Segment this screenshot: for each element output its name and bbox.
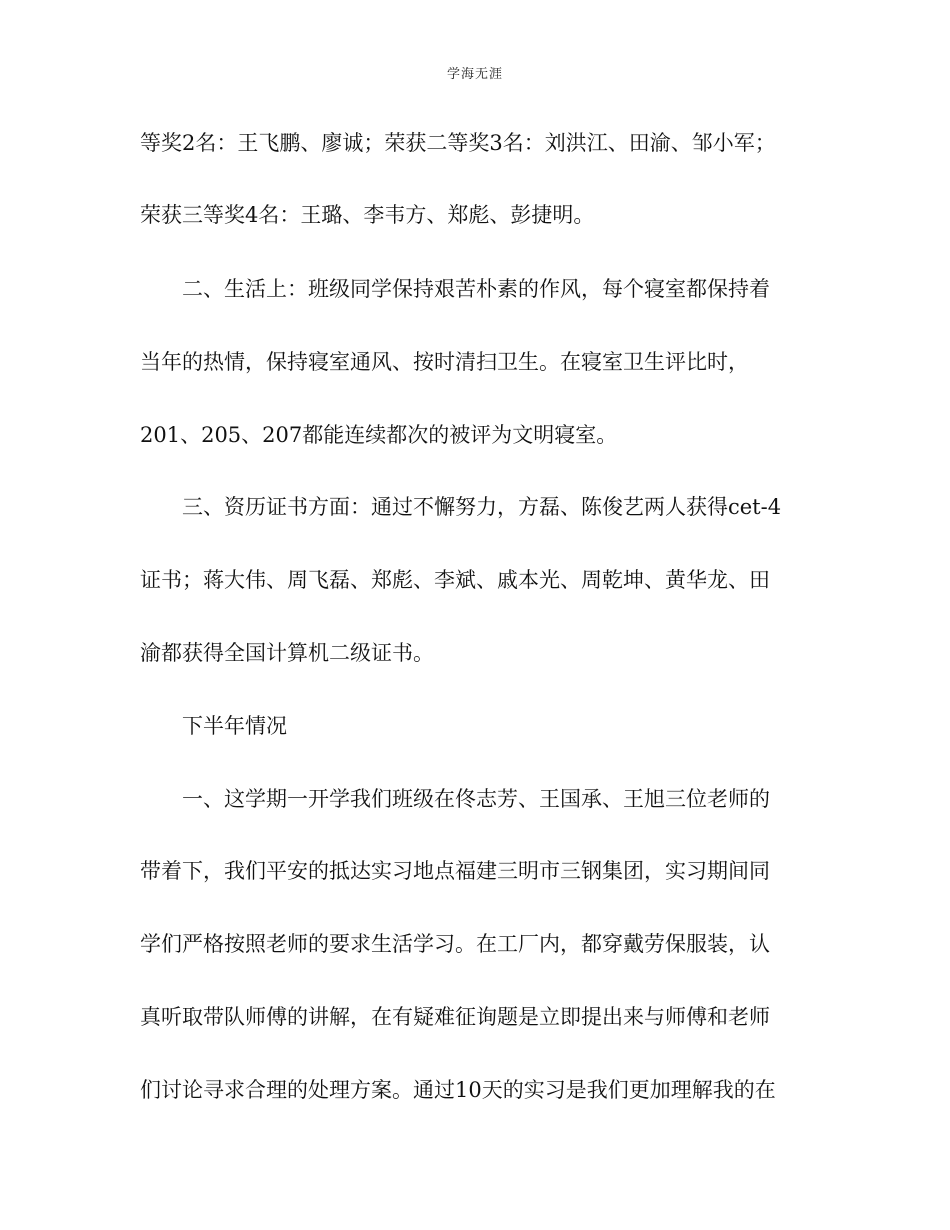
paragraph-line: 渝都获得全国计算机二级证书。	[140, 641, 434, 665]
paragraph-line: 一、这学期一开学我们班级在佟志芳、王国承、王旭三位老师的	[182, 787, 770, 811]
paragraph-line: 荣获三等奖4名：王璐、李韦方、郑彪、彭捷明。	[140, 203, 595, 227]
paragraph-line: 等奖2名：王飞鹏、廖诚；荣获二等奖3名：刘洪江、田渝、邹小军；	[140, 131, 776, 155]
section-heading: 下半年情况	[182, 714, 287, 738]
paragraph-line: 201、205、207都能连续都次的被评为文明寝室。	[140, 423, 618, 447]
page-header: 学海无涯	[446, 67, 503, 82]
paragraph-line: 真听取带队师傅的讲解，在有疑难征询题是立即提出来与师傅和老师	[140, 1005, 770, 1029]
paragraph-line: 带着下，我们平安的抵达实习地点福建三明市三钢集团，实习期间同	[140, 859, 770, 883]
paragraph-line: 们讨论寻求合理的处理方案。通过10天的实习是我们更加理解我的在	[140, 1078, 776, 1102]
paragraph-line: 三、资历证书方面：通过不懈努力，方磊、陈俊艺两人获得cet-4	[182, 495, 782, 519]
paragraph-line: 二、生活上：班级同学保持艰苦朴素的作风，每个寝室都保持着	[182, 277, 770, 301]
paragraph-line: 当年的热情，保持寝室通风、按时清扫卫生。在寝室卫生评比时，	[140, 350, 749, 374]
paragraph-line: 证书；蒋大伟、周飞磊、郑彪、李斌、戚本光、周乾坤、黄华龙、田	[140, 568, 770, 592]
paragraph-line: 学们严格按照老师的要求生活学习。在工厂内，都穿戴劳保服装，认	[140, 932, 770, 956]
